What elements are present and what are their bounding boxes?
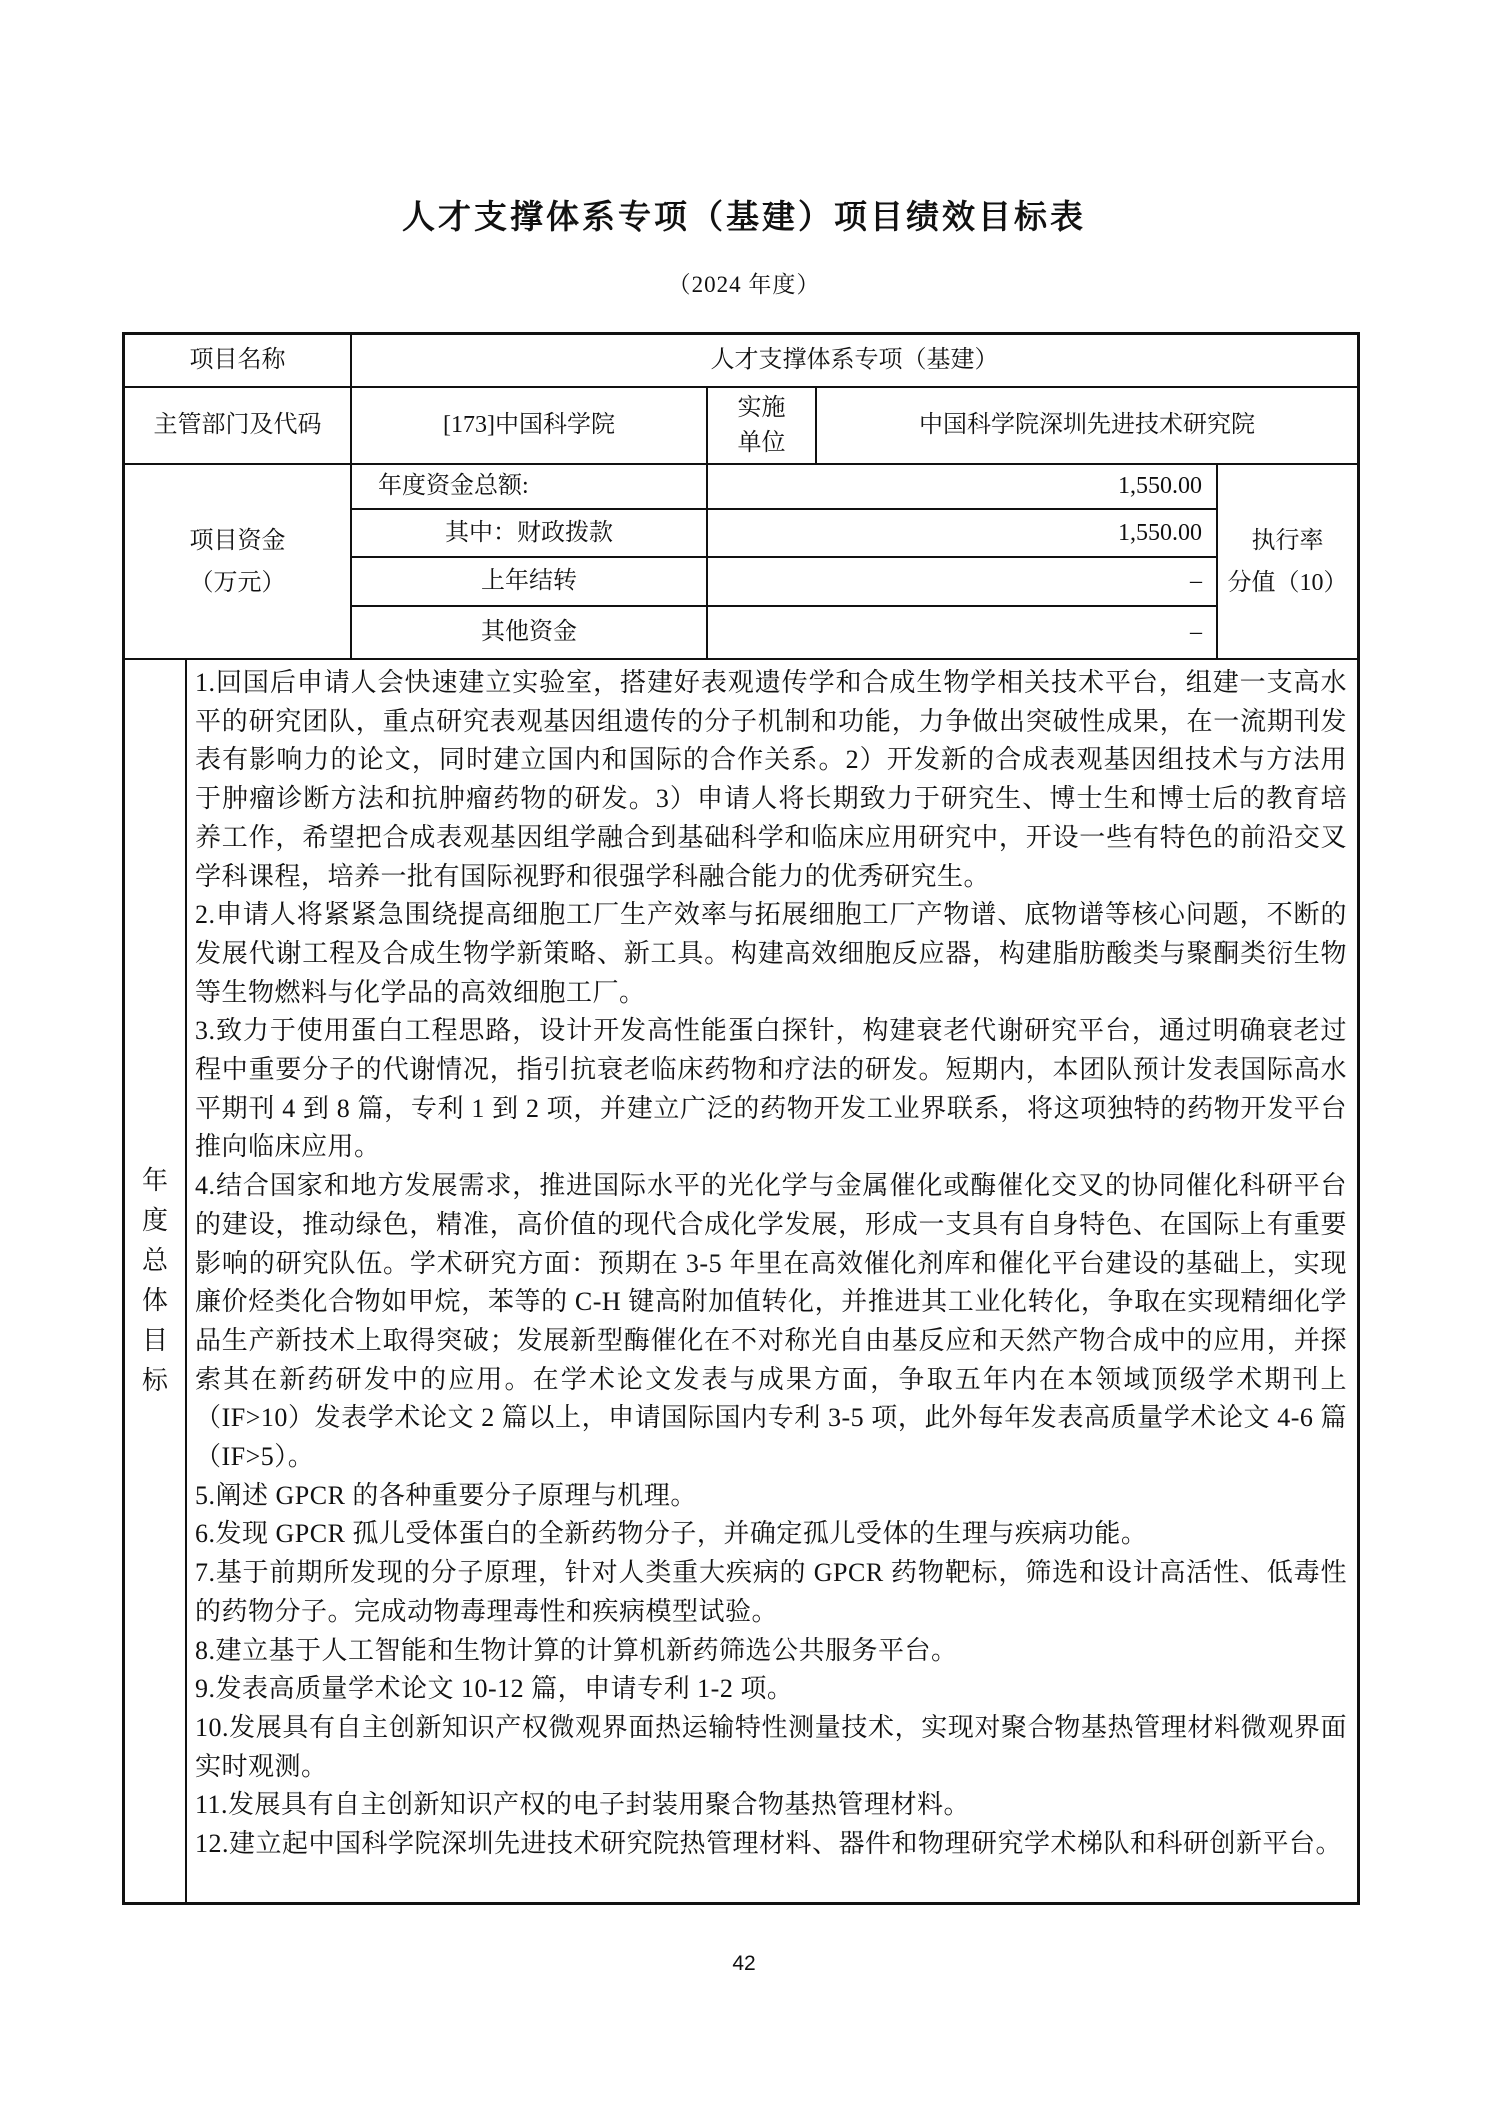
goal-item-9: 9.发表高质量学术论文 10-12 篇，申请专利 1-2 项。 — [195, 1674, 794, 1704]
annual-goals-label-cell — [125, 660, 187, 1902]
funding-total-label: 年度资金总额: — [352, 465, 708, 510]
annual-goals-label: 年度总体目标 — [141, 1166, 168, 1395]
goal-item-11: 11.发展具有自主创新知识产权的电子封装用聚合物基热管理材料。 — [195, 1790, 971, 1820]
implementing-unit-label: 实施单位 — [708, 388, 817, 465]
funding-carryover-label: 上年结转 — [352, 558, 708, 607]
goal-item-3: 3.致力于使用蛋白工程思路，设计开发高性能蛋白探针，构建衰老代谢研究平台，通过明确衰老过程中重要分子的代谢情况，指引抗衰老临床药物和疗法的研发。短期内，本团队预计发表国际高水平期刊 4 到 8 篇，专利 1 到 2 项，并建立广泛的药物开发工业界联系，将这项独特的药物开发平台推向临床应用。 — [195, 1016, 1347, 1162]
goal-item-2: 2.申请人将紧紧急围绕提高细胞工厂生产效率与拓展细胞工厂产物谱、底物谱等核心问题，不断的发展代谢工程及合成生物学新策略、新工具。构建高效细胞反应器，构建脂肪酸类与聚酮类衍生物等生物燃料与化学品的高效细胞工厂。 — [195, 900, 1347, 1007]
execution-rate-score-line2: 分值（10） — [1227, 569, 1348, 596]
project-funding-label — [125, 465, 352, 660]
implementing-unit-value: 中国科学院深圳先进技术研究院 — [817, 388, 1357, 465]
project-funding-label-line1: 项目资金 — [189, 527, 286, 554]
goal-item-6: 6.发现 GPCR 孤儿受体蛋白的全新药物分子，并确定孤儿受体的生理与疾病功能。 — [195, 1519, 1148, 1549]
execution-rate-score-label — [1218, 465, 1357, 660]
funding-other-label: 其他资金 — [352, 607, 708, 660]
funding-other-value: – — [708, 607, 1218, 660]
goal-item-12: 12.建立起中国科学院深圳先进技术研究院热管理材料、器件和物理研究学术梯队和科研创新平台。 — [195, 1829, 1343, 1859]
goal-item-10: 10.发展具有自主创新知识产权微观界面热运输特性测量技术，实现对聚合物基热管理材料微观界面实时观测。 — [195, 1712, 1347, 1781]
annual-goals-content — [187, 660, 1357, 1902]
funding-fiscal-label: 其中：财政拨款 — [352, 510, 708, 558]
funding-fiscal-value: 1,550.00 — [708, 510, 1218, 558]
page-number: 42 — [732, 1952, 756, 1975]
funding-total-value: 1,550.00 — [708, 465, 1218, 510]
department-value: [173]中国科学院 — [352, 388, 708, 465]
document-title: 人才支撑体系专项（基建）项目绩效目标表 — [402, 200, 1086, 236]
document-subtitle: （2024 年度） — [667, 272, 821, 297]
goal-item-5: 5.阐述 GPCR 的各种重要分子原理与机理。 — [195, 1480, 697, 1510]
execution-rate-score-line1: 执行率 — [1251, 527, 1324, 554]
project-funding-label-line2: （万元） — [189, 569, 286, 596]
goal-item-4: 4.结合国家和地方发展需求，推进国际水平的光化学与金属催化或酶催化交叉的协同催化科研平台的建设，推动绿色，精准，高价值的现代合成化学发展，形成一支具有自身特色、在国际上有重要影响的研究队伍。学术研究方面：预期在 3-5 年里在高效催化剂库和催化平台建设的基础上，实现廉价烃类化合物如甲烷，苯等的 C-H 键高附加值转化，并推进其工业化转化，争取在实现精细化学品生产新技术上取得突破；发展新型酶催化在不对称光自由基反应和天然产物合成中的应用，并探索其在新药研发中的应用。在学术论文发表与成果方面，争取五年内在本领域顶级学术期刊上（IF>10）发表学术论文 2 篇以上，申请国际国内专利 3-5 项，此外每年发表高质量学术论文 4-6 篇 （IF>5）。 — [195, 1171, 1347, 1472]
goal-item-7: 7.基于前期所发现的分子原理，针对人类重大疾病的 GPCR 药物靶标，筛选和设计高活性、低毒性的药物分子。完成动物毒理毒性和疾病模型试验。 — [195, 1558, 1347, 1626]
project-name-label: 项目名称 — [125, 335, 352, 388]
goal-item-8: 8.建立基于人工智能和生物计算的计算机新药筛选公共服务平台。 — [195, 1635, 958, 1665]
performance-target-table — [122, 332, 1360, 1905]
goal-item-1: 1.回国后申请人会快速建立实验室，搭建好表观遗传学和合成生物学相关技术平台，组建一支高水平的研究团队，重点研究表观基因组遗传的分子机制和功能，力争做出突破性成果，在一流期刊发表有影响力的论文，同时建立国内和国际的合作关系。2）开发新的合成表观基因组技术与方法用于肿瘤诊断方法和抗肿瘤药物的研发。3）申请人将长期致力于研究生、博士生和博士后的教育培养工作，希望把合成表观基因组学融合到基础科学和临床应用研究中，开设一些有特色的前沿交叉学科课程，培养一批有国际视野和很强学科融合能力的优秀研究生。 — [195, 668, 1347, 891]
funding-carryover-value: – — [708, 558, 1218, 607]
department-label: 主管部门及代码 — [125, 388, 352, 465]
project-name-value: 人才支撑体系专项（基建） — [352, 335, 1357, 388]
